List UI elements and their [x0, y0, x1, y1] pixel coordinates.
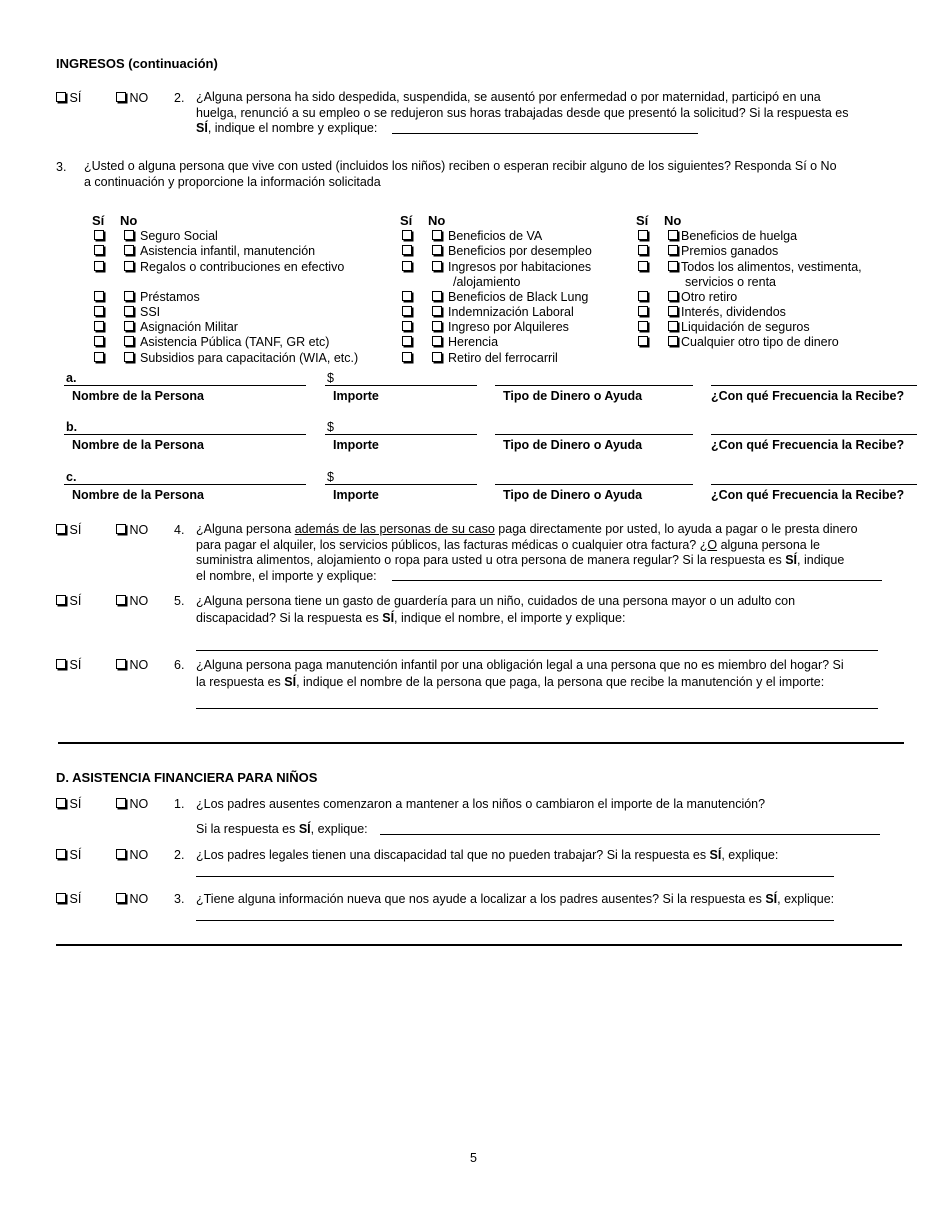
q4-text: ¿Alguna persona además de las personas de su caso paga directamente por usted, lo ayuda a pagar o le presta dinero para pagar el alquiler, los servicios públicos, las facturas médicas o cualquier otra factura? ¿O alguna persona le suministra alimentos, alojamiento o ropa para usted u otra persona de manera regular? Si la respuesta es SÍ, indique el nombre, el importe y explique:: [196, 522, 858, 583]
d-q2-number: 2.: [174, 848, 185, 862]
q4-number: 4.: [174, 523, 185, 537]
name-label: Nombre de la Persona: [72, 389, 204, 403]
frequency-field[interactable]: [711, 385, 917, 386]
checkbox[interactable]: [116, 849, 126, 859]
q5-number: 5.: [174, 594, 185, 608]
checkbox[interactable]: [56, 893, 66, 903]
list-item[interactable]: Regalos o contribuciones en efectivo: [94, 260, 344, 274]
q5-text: ¿Alguna persona tiene un gasto de guardería para un niño, cuidados de una persona mayor o un adulto con discapacidad? Si la respuesta es SÍ, indique el nombre, el importe y explique:: [196, 594, 796, 625]
col1-yes-header: Sí: [92, 213, 105, 228]
type-field[interactable]: [495, 484, 693, 485]
list-item[interactable]: Beneficios de Black Lung: [402, 290, 588, 304]
checkbox[interactable]: [56, 524, 66, 534]
q6-number: 6.: [174, 658, 185, 672]
checkbox[interactable]: [116, 659, 126, 669]
row-letter: b.: [66, 420, 78, 434]
amount-label: Importe: [333, 438, 379, 452]
amount-field[interactable]: [325, 385, 477, 386]
d-q2-no[interactable]: NO: [116, 848, 148, 862]
q6-answer-line[interactable]: [196, 708, 878, 709]
checkbox[interactable]: [56, 659, 66, 669]
q6-yes[interactable]: SÍ: [56, 658, 81, 672]
d-q1-no[interactable]: NO: [116, 797, 148, 811]
q2-yes[interactable]: SÍ: [56, 91, 81, 105]
q3-text: ¿Usted o alguna persona que vive con usted (incluidos los niños) reciben o esperan recibir alguno de los siguientes? Responda Sí o No a continuación y proporcione la información solicitada: [84, 159, 837, 189]
name-label: Nombre de la Persona: [72, 438, 204, 452]
amount-field[interactable]: [325, 484, 477, 485]
frequency-label: ¿Con qué Frecuencia la Recibe?: [711, 488, 905, 502]
d-q3-text: ¿Tiene alguna información nueva que nos ayude a localizar a los padres ausentes? Si la respuesta es SÍ, explique:: [196, 892, 835, 906]
name-field[interactable]: [64, 484, 306, 485]
frequency-field[interactable]: [711, 484, 917, 485]
col2-yes-header: Sí: [400, 213, 413, 228]
list-item[interactable]: Otro retiro: [638, 290, 737, 304]
dollar-sign: $: [327, 470, 334, 484]
q3-number: 3.: [56, 160, 67, 174]
d-q3-number: 3.: [174, 892, 185, 906]
checkbox[interactable]: [116, 798, 126, 808]
d-q3-no[interactable]: NO: [116, 892, 148, 906]
list-item[interactable]: SSI: [94, 305, 160, 319]
q5-answer-line[interactable]: [196, 650, 878, 651]
list-item[interactable]: Ingresos por habitaciones: [402, 260, 591, 274]
checkbox[interactable]: [116, 524, 126, 534]
d-q3-answer-line[interactable]: [196, 920, 834, 921]
section-title: INGRESOS (continuación): [56, 56, 218, 71]
checkbox[interactable]: [56, 92, 66, 102]
col3-yes-header: Sí: [636, 213, 649, 228]
d-q2-text: ¿Los padres legales tienen una discapacidad tal que no pueden trabajar? Si la respuesta es SÍ, explique:: [196, 848, 779, 862]
list-item[interactable]: Subsidios para capacitación (WIA, etc.): [94, 351, 358, 365]
d-q2-answer-line[interactable]: [196, 876, 834, 877]
col1-no-header: No: [120, 213, 138, 228]
row-letter: a.: [66, 371, 77, 385]
page-number: 5: [470, 1151, 477, 1165]
q4-no[interactable]: NO: [116, 523, 148, 537]
d-q1-text: ¿Los padres ausentes comenzaron a mantener a los niños o cambiaron el importe de la manutención?: [196, 797, 766, 811]
dollar-sign: $: [327, 371, 334, 385]
d-q2-yes[interactable]: SÍ: [56, 848, 81, 862]
q6-no[interactable]: NO: [116, 658, 148, 672]
q2-number: 2.: [174, 91, 185, 105]
d-q3-yes[interactable]: SÍ: [56, 892, 81, 906]
col3-no-header: No: [664, 213, 682, 228]
checkbox[interactable]: [116, 92, 126, 102]
list-item[interactable]: Asistencia infantil, manutención: [94, 244, 315, 258]
frequency-field[interactable]: [711, 434, 917, 435]
row-letter: c.: [66, 470, 77, 484]
name-field[interactable]: [64, 385, 306, 386]
q2-text: ¿Alguna persona ha sido despedida, suspendida, se ausentó por enfermedad o por maternidad, participó en una huelga, renunció a su empleo o se redujeron sus horas trabajadas desde que presentó la solicitud? Si la respuesta es SÍ, indique el nombre y explique:: [196, 90, 849, 135]
d-q1-answer-line[interactable]: [380, 834, 880, 835]
list-item[interactable]: Indemnización Laboral: [402, 305, 574, 319]
list-item[interactable]: Interés, dividendos: [638, 305, 786, 319]
col2-no-header: No: [428, 213, 446, 228]
amount-label: Importe: [333, 389, 379, 403]
type-label: Tipo de Dinero o Ayuda: [503, 438, 643, 452]
q2-answer-line[interactable]: [392, 133, 698, 134]
type-label: Tipo de Dinero o Ayuda: [503, 389, 643, 403]
list-item[interactable]: Beneficios de VA: [402, 229, 542, 243]
q2-no[interactable]: NO: [116, 91, 148, 105]
q5-no[interactable]: NO: [116, 594, 148, 608]
section-d-title: D. ASISTENCIA FINANCIERA PARA NIÑOS: [56, 770, 318, 785]
list-item[interactable]: Asistencia Pública (TANF, GR etc): [94, 335, 329, 349]
type-label: Tipo de Dinero o Ayuda: [503, 488, 643, 502]
list-item[interactable]: Herencia: [402, 335, 498, 349]
list-item[interactable]: Cualquier otro tipo de dinero: [638, 335, 839, 349]
list-item-continued: /alojamiento: [453, 275, 521, 289]
checkbox[interactable]: [56, 595, 66, 605]
amount-label: Importe: [333, 488, 379, 502]
d-q1-number: 1.: [174, 797, 185, 811]
amount-field[interactable]: [325, 434, 477, 435]
q6-text: ¿Alguna persona paga manutención infantil por una obligación legal a una persona que no es miembro del hogar? Si la respuesta es SÍ, indique el nombre de la persona que paga, la persona que recibe la manutención y el importe:: [196, 658, 844, 689]
d-q1-yes[interactable]: SÍ: [56, 797, 81, 811]
list-item[interactable]: Todos los alimentos, vestimenta,: [638, 260, 862, 274]
list-item[interactable]: Asignación Militar: [94, 320, 238, 334]
name-label: Nombre de la Persona: [72, 488, 204, 502]
list-item[interactable]: Liquidación de seguros: [638, 320, 810, 334]
section-divider: [58, 742, 904, 744]
name-field[interactable]: [64, 434, 306, 435]
q4-yes[interactable]: SÍ: [56, 523, 81, 537]
type-field[interactable]: [495, 434, 693, 435]
list-item[interactable]: Premios ganados: [638, 244, 778, 258]
d-q1-explain: Si la respuesta es SÍ, explique:: [196, 822, 368, 836]
frequency-label: ¿Con qué Frecuencia la Recibe?: [711, 438, 905, 452]
checkbox[interactable]: [56, 849, 66, 859]
checkbox[interactable]: [116, 595, 126, 605]
checkbox[interactable]: [116, 893, 126, 903]
section-divider: [56, 944, 902, 946]
list-item[interactable]: Retiro del ferrocarril: [402, 351, 558, 365]
frequency-label: ¿Con qué Frecuencia la Recibe?: [711, 389, 905, 403]
q4-answer-line[interactable]: [392, 580, 882, 581]
list-item[interactable]: Beneficios de huelga: [638, 229, 797, 243]
type-field[interactable]: [495, 385, 693, 386]
list-item[interactable]: Beneficios por desempleo: [402, 244, 592, 258]
list-item[interactable]: Préstamos: [94, 290, 200, 304]
dollar-sign: $: [327, 420, 334, 434]
list-item[interactable]: Ingreso por Alquileres: [402, 320, 569, 334]
list-item-continued: servicios o renta: [685, 275, 777, 289]
q5-yes[interactable]: SÍ: [56, 594, 81, 608]
list-item[interactable]: Seguro Social: [94, 229, 218, 243]
checkbox[interactable]: [56, 798, 66, 808]
